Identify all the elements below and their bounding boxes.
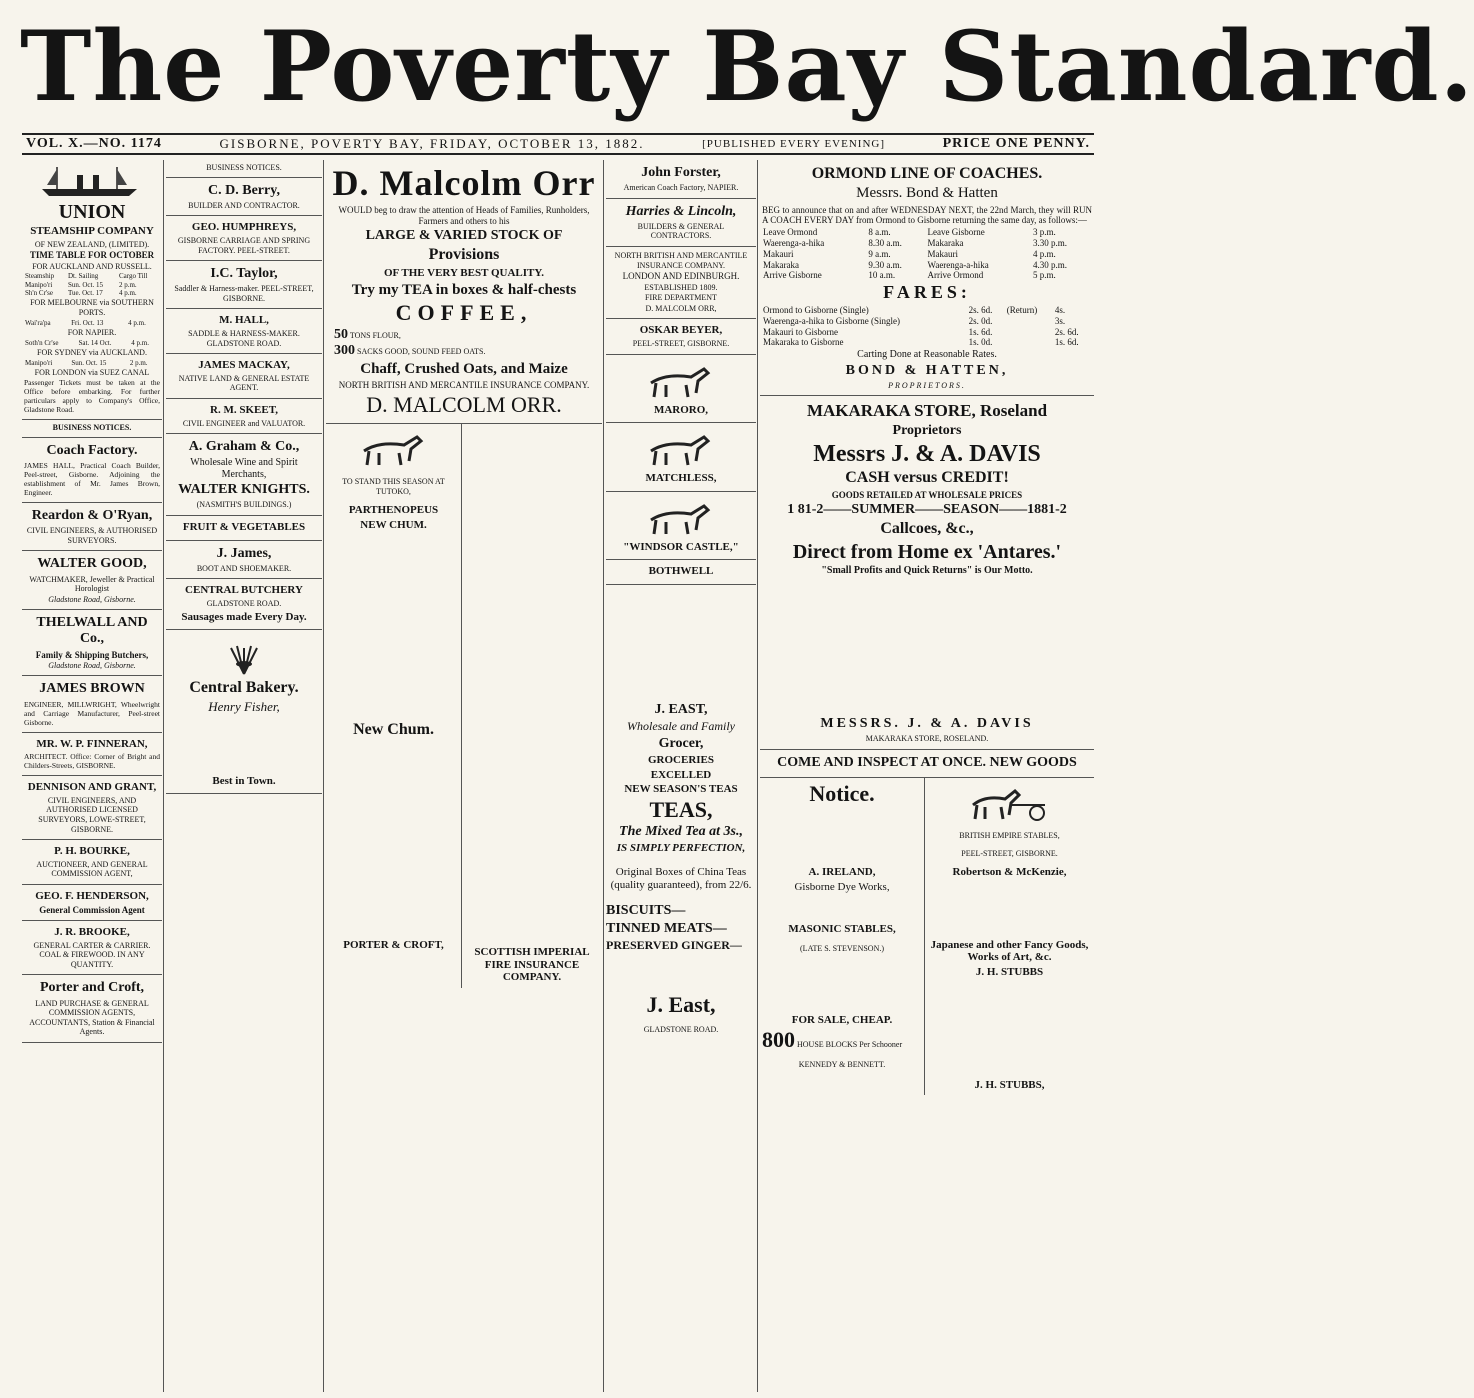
reardon-title: Reardon & O'Ryan, — [31, 508, 153, 524]
reardon-text: CIVIL ENGINEERS, & AUTHORISED SURVEYORS. — [26, 526, 158, 545]
japanese: Japanese and other Fancy Goods, Works of Art, &c. — [930, 938, 1089, 964]
union-steamship-ad — [22, 160, 162, 420]
teas: TEAS, — [649, 796, 713, 822]
wheat-sheaf-icon — [199, 636, 289, 676]
makaraka-ad — [760, 396, 1094, 749]
mackay-title: JAMES MACKAY, — [198, 359, 290, 372]
maroro-ad — [606, 355, 756, 424]
volume-number: VOL. X.—NO. 1174 — [26, 136, 162, 151]
announce: BEG to announce that on and after WEDNESDAY NEXT, the 22nd March, they will RUN A COACH EVERY DAY from Ormond to Gisborne returning the same day, as follows:— — [762, 204, 1092, 226]
stubbs-2: J. H. STUBBS, — [974, 1078, 1045, 1091]
masonic-sub: (LATE S. STEVENSON.) — [800, 944, 885, 954]
mackay-text: NATIVE LAND & GENERAL ESTATE AGENT. — [178, 373, 310, 393]
coach-title: Coach Factory. — [46, 443, 138, 459]
james-ad — [166, 541, 322, 580]
excelled: EXCELLED — [650, 768, 712, 781]
proprietors-2: Proprietors — [892, 422, 962, 438]
flour-line — [328, 327, 600, 343]
preserved-ginger: PRESERVED GINGER— — [606, 938, 742, 953]
sale-text: HOUSE BLOCKS Per Schooner — [797, 1040, 903, 1050]
horse-icon — [636, 361, 726, 401]
thelwall-ad — [22, 610, 162, 676]
sale-number: 800 — [762, 1027, 795, 1053]
horse-icon — [636, 429, 726, 469]
come-title: COME AND INSPECT AT ONCE. NEW GOODS — [777, 754, 1077, 770]
parthenopeus-ad — [326, 424, 462, 988]
dennison-ad — [22, 776, 162, 840]
come-inspect — [760, 750, 1094, 778]
taylor-title: I.C. Taylor, — [210, 266, 278, 282]
robertson: Robertson & McKenzie, — [952, 866, 1067, 879]
parthenopeus: PARTHENOPEUS — [348, 504, 439, 517]
steamship-icon — [37, 165, 147, 199]
teas-season: NEW SEASON'S TEAS — [624, 783, 738, 796]
column-rule — [757, 160, 758, 1392]
brown-title: JAMES BROWN — [39, 681, 145, 697]
berry-title: C. D. Berry, — [208, 182, 280, 198]
porter-croft-ad — [22, 975, 162, 1042]
ireland-title: A. IRELAND, — [808, 866, 876, 879]
east-title: J. EAST, — [654, 702, 708, 717]
agent-line: NORTH BRITISH AND MERCANTILE INSURANCE COMPANY. — [338, 380, 590, 391]
graham-text: Wholesale Wine and Spirit Merchants, — [190, 457, 298, 480]
biscuits: BISCUITS— — [606, 903, 686, 919]
harries-ad — [606, 199, 756, 247]
chaff-line: Chaff, Crushed Oats, and Maize — [360, 361, 568, 378]
proprietors: PROPRIETORS. — [888, 380, 966, 390]
james-text: BOOT AND SHOEMAKER. — [196, 563, 292, 573]
matchless-ad — [606, 423, 756, 492]
nasmith: (NASMITH'S BUILDINGS.) — [196, 500, 292, 510]
thelwall-address: Gladstone Road, Gisborne. — [48, 660, 136, 670]
porter-title: Porter and Croft, — [39, 980, 145, 996]
henderson-title: GEO. F. HENDERSON, — [35, 890, 149, 903]
graham-title: A. Graham & Co., — [188, 439, 300, 455]
sausages: Sausages made Every Day. — [181, 610, 307, 623]
oats-count: 300 — [334, 343, 355, 359]
bourke-text: AUCTIONEER, AND GENERAL COMMISSION AGENT, — [36, 859, 148, 879]
makaraka-title: MAKARAKA STORE, Roseland — [806, 401, 1048, 421]
east-sign: J. East, — [646, 992, 716, 1018]
bond-caps: BOND & HATTEN, — [845, 362, 1009, 378]
walter-title: WALTER GOOD, — [37, 556, 147, 572]
flour-text: TONS FLOUR, — [349, 330, 401, 340]
north-british-ad — [606, 247, 756, 319]
skeet-text: CIVIL ENGINEER and VALUATOR. — [182, 418, 306, 428]
bourke-title: P. H. BOURKE, — [54, 845, 130, 858]
skeet-ad — [166, 399, 322, 434]
walter-knights: WALTER KNIGHTS. — [178, 482, 310, 498]
notice: Notice. — [809, 780, 875, 806]
horse-icon — [349, 429, 439, 469]
col3-right-inset — [462, 424, 602, 988]
horse-and-cart-icon — [965, 783, 1055, 823]
route-southern: FOR MELBOURNE via SOUTHERN PORTS. — [30, 298, 154, 317]
route-auckland: FOR AUCKLAND AND RUSSELL. — [32, 261, 152, 271]
walter-good-ad — [22, 551, 162, 610]
large-stock: LARGE & VARIED STOCK OF — [365, 228, 563, 244]
union-sub: OF NEW ZEALAND, (LIMITED). — [34, 239, 150, 249]
windsor: "WINDSOR CASTLE," — [623, 540, 739, 553]
walter-address: Gladstone Road, Gisborne. — [48, 594, 136, 604]
porter-text: LAND PURCHASE & GENERAL COMMISSION AGENTS, ACCOUNTANTS, Station & Financial Agents. — [29, 998, 155, 1037]
column-rule — [163, 160, 164, 1392]
skeet-title: R. M. SKEET, — [210, 404, 278, 417]
union-company: STEAMSHIP COMPANY — [30, 225, 154, 237]
oats-text: SACKS GOOD, SOUND FEED OATS. — [357, 347, 486, 357]
fruit-ad — [166, 516, 322, 541]
scottish-insurance: SCOTTISH IMPERIAL FIRE INSURANCE COMPANY. — [474, 945, 590, 984]
masonic: MASONIC STABLES, — [788, 923, 896, 936]
orr-intro: WOULD beg to draw the attention of Heads of Families, Runholders, Farmers and others to his — [338, 204, 590, 226]
nb-title: NORTH BRITISH AND MERCANTILE INSURANCE COMPANY. — [614, 250, 748, 270]
hall-text: SADDLE & HARNESS-MAKER. GLADSTONE ROAD. — [188, 329, 300, 348]
carting: Carting Done at Reasonable Rates. — [857, 349, 997, 361]
harries-text: BUILDERS & GENERAL CONTRACTORS. — [637, 221, 725, 241]
fares-table: Ormond to Gisborne (Single) 2s. 6d. (Return) 4s. Waerenga-a-hika to Gisborne (Single) 2s. 0d. 3s. Makauri to Gisborne 1s. 6d. 2s. 6d. Makaraka to Gisborne 1s. 0d. 1s. 6d. — [763, 305, 1079, 348]
horse-ads-row — [326, 424, 602, 988]
route-napier: FOR NAPIER. — [67, 327, 117, 337]
bothwell: BOTHWELL — [648, 565, 714, 578]
nb-london: LONDON AND EDINBURGH. — [622, 271, 740, 282]
business-notices-heading — [22, 420, 162, 438]
forster-ad — [606, 160, 756, 199]
james-title: J. James, — [216, 545, 272, 561]
bakery-title: Central Bakery. — [189, 679, 299, 697]
bourke-ad — [22, 840, 162, 885]
timetable-heading: TIME TABLE FOR OCTOBER — [29, 250, 155, 261]
stubbs: J. H. STUBBS — [975, 966, 1044, 979]
dennison-title: DENNISON AND GRANT, — [27, 781, 157, 794]
butchery-ad — [166, 579, 322, 630]
place-date: GISBORNE, POVERTY BAY, FRIDAY, OCTOBER 13, 1882. — [219, 136, 645, 151]
brooke-title: J. R. BROOKE, — [54, 926, 130, 939]
thelwall-title: THELWALL AND Co., — [36, 615, 148, 647]
timetable: Steamship Dt. Sailing Cargo Till Manipo'ri Sun. Oct. 15 2 p.m. Sh'n Cr'se Tue. Oct. 17 4 p.m. — [25, 272, 148, 297]
hall-title: M. HALL, — [219, 314, 269, 327]
route-london: FOR LONDON via SUEZ CANAL — [34, 367, 150, 377]
henderson-text: General Commission Agent — [39, 904, 145, 915]
graham-ad — [166, 434, 322, 516]
finneran-ad — [22, 733, 162, 777]
column-2 — [166, 160, 322, 1392]
grocer: Grocer, — [658, 735, 704, 751]
column-rule — [603, 160, 604, 1392]
harries-title: Harries & Lincoln, — [625, 203, 737, 219]
business-notices-heading — [166, 160, 322, 178]
coach-text: JAMES HALL, Practical Coach Builder, Peel-street, Gisborne. Adjoining the establishment of Mr. James Brown, Engineer. — [24, 461, 160, 498]
davis-address: MAKARAKA STORE, ROSELAND. — [865, 734, 989, 744]
dennison-text: CIVIL ENGINEERS, AND AUTHORISED LICENSED SURVEYORS, LOWE-STREET, GISBORNE. — [38, 795, 146, 834]
beyer-title: OSKAR BEYER, — [639, 324, 723, 337]
col5-left — [760, 778, 925, 1095]
fisher-name: Henry Fisher, — [208, 698, 280, 714]
coffee: COFFEE, — [395, 299, 533, 325]
column-rule — [323, 160, 324, 1392]
orr-title: D. Malcolm Orr — [332, 163, 596, 203]
sale: FOR SALE, CHEAP. — [791, 1013, 893, 1026]
east-text: Wholesale and Family — [627, 719, 735, 734]
sale-line — [762, 1028, 922, 1052]
james-brown-ad — [22, 676, 162, 732]
porter-croft-sign: PORTER & CROFT, — [343, 938, 444, 951]
timetable: Wai'ra'pa Fri. Oct. 13 4 p.m. — [25, 318, 146, 327]
timetable: Manipo'ri Sun. Oct. 15 2 p.m. — [25, 358, 148, 367]
bond-title: Messrs. Bond & Hatten — [856, 185, 998, 202]
beyer-ad — [606, 319, 756, 354]
coach-factory-ad — [22, 438, 162, 503]
butchery-address: GLADSTONE ROAD. — [206, 599, 282, 609]
column-3 — [326, 160, 602, 1392]
reardon-ad — [22, 503, 162, 551]
finneran-text: ARCHITECT. Office: Corner of Bright and Childers-Streets, GISBORNE. — [24, 752, 160, 771]
berry-text: BUILDER AND CONTRACTOR. — [188, 200, 300, 210]
horse-icon — [636, 498, 726, 538]
nb-orr: D. MALCOLM ORR, — [645, 303, 717, 313]
humphreys-title: GEO. HUMPHREYS, — [191, 221, 297, 234]
timetable: Soth'n Cr'se Sat. 14 Oct. 4 p.m. — [25, 338, 149, 347]
publication-note: [PUBLISHED EVERY EVENING] — [702, 138, 885, 150]
masthead-title: The Poverty Bay Standard. — [20, 10, 1474, 123]
fares: FARES: — [883, 282, 971, 303]
nb-fire: FIRE DEPARTMENT — [645, 293, 717, 303]
bakery-ad — [166, 630, 322, 794]
wholesale-line: GOODS RETAILED AT WHOLESALE PRICES — [831, 489, 1023, 500]
beyer-text: PEEL-STREET, GISBORNE. — [632, 338, 730, 348]
union-title: UNION — [58, 201, 126, 223]
groceries: GROCERIES — [647, 753, 715, 766]
walter-text: WATCHMAKER, Jeweller & Practical Horologist — [29, 574, 155, 594]
ormond-ad — [760, 160, 1094, 396]
humphreys-ad — [166, 216, 322, 261]
east-ad — [606, 700, 756, 1392]
dateline — [22, 133, 1094, 155]
brown-text: ENGINEER, MILLWRIGHT, Wheelwright and Carriage Manufacturer, Peel-street Gisborne. — [24, 699, 160, 727]
season-line: 1 81-2——SUMMER——SEASON——1881-2 — [787, 502, 1067, 518]
callicoes: Callcoes, &c., — [880, 520, 974, 538]
perfection: IS SIMPLY PERFECTION, — [616, 842, 746, 855]
cash-credit: CASH versus CREDIT! — [845, 469, 1009, 487]
davis: Messrs J. & A. DAVIS — [813, 441, 1041, 468]
oats-line — [328, 343, 600, 359]
maroro: MARORO, — [653, 403, 709, 416]
davis-sign: MESSRS. J. & A. DAVIS — [820, 716, 1034, 732]
henderson-ad — [22, 885, 162, 921]
brooke-text: GENERAL CARTER & CARRIER. COAL & FIREWOOD. IN ANY QUANTITY. — [33, 940, 151, 969]
stand-line: TO STAND THIS SEASON AT TUTOKO, — [342, 476, 445, 496]
col5-right — [925, 778, 1094, 1095]
taylor-text: Saddler & Harness-maker. PEEL-STREET, GISBORNE. — [174, 284, 314, 303]
price: PRICE ONE PENNY. — [942, 136, 1090, 151]
route-sydney: FOR SYDNEY via AUCKLAND. — [37, 347, 147, 357]
humphreys-text: GISBORNE CARRIAGE AND SPRING FACTORY. PEEL-STREET. — [177, 235, 311, 255]
column-5 — [760, 160, 1094, 1392]
empire-address: PEEL-STREET, GISBORNE. — [961, 848, 1058, 858]
direct-from-home: Direct from Home ex 'Antares.' — [792, 540, 1062, 563]
ormond-title: ORMOND LINE OF COACHES. — [811, 165, 1043, 182]
orr-caps: D. MALCOLM ORR. — [366, 391, 562, 417]
orr-ad — [326, 160, 602, 424]
flour-count: 50 — [334, 326, 348, 342]
taylor-ad — [166, 261, 322, 309]
ireland-text: Gisborne Dye Works, — [794, 880, 890, 893]
fruit-title: FRUIT & VEGETABLES — [182, 521, 306, 534]
finneran-title: MR. W. P. FINNERAN, — [36, 737, 148, 750]
brooke-ad — [22, 921, 162, 975]
new-chum: NEW CHUM. — [360, 518, 427, 531]
best-in-town: Best in Town. — [212, 774, 276, 787]
quality: OF THE VERY BEST QUALITY. — [383, 266, 545, 279]
provisions: Provisions — [428, 246, 500, 264]
passenger-note: Passenger Tickets must be taken at the Office before embarking. For further particulars apply to Company's Office, Gladstone Road. — [24, 378, 160, 415]
mixed-tea: The Mixed Tea at 3s., — [619, 824, 743, 840]
forster-title: John Forster, — [641, 165, 721, 180]
empire-stables: BRITISH EMPIRE STABLES, — [959, 830, 1060, 840]
new-chum-head: New Chum. — [353, 721, 434, 739]
forster-text: American Coach Factory, NAPIER. — [623, 183, 739, 193]
butchery-title: CENTRAL BUTCHERY — [185, 584, 303, 597]
business-notices-label: BUSINESS NOTICES. — [52, 423, 132, 433]
tinned-meats: TINNED MEATS— — [606, 921, 727, 937]
china-teas: Original Boxes of China Teas (quality guaranteed), from 22/6. — [610, 865, 752, 892]
coach-timetable: Leave Ormond 8 a.m. Leave Gisborne 3 p.m. Waerenga-a-hika 8.30 a.m. Makaraka 3.30 p.m. Makauri 9 a.m. Makauri 4 p.m. Makaraka 9.30 a.m. Waerenga-a-hika 4.30 p.m. Arrive Gisborne 10 a.m. Arrive Ormond 5 p.m. — [763, 227, 1067, 281]
windsor-ad — [606, 492, 756, 561]
matchless: MATCHLESS, — [645, 472, 717, 485]
tea-line: Try my TEA in boxes & half-chests — [351, 281, 577, 298]
east-road: GLADSTONE ROAD. — [643, 1025, 719, 1035]
nb-established: ESTABLISHED 1809. — [644, 282, 718, 292]
thelwall-text: Family & Shipping Butchers, — [35, 649, 149, 660]
berry-ad — [166, 178, 322, 217]
col5-split — [760, 778, 1094, 1095]
column-1 — [22, 160, 162, 1392]
business-notices-label: BUSINESS NOTICES. — [206, 163, 282, 172]
bothwell-ad — [606, 560, 756, 585]
hall-ad — [166, 309, 322, 354]
motto: "Small Profits and Quick Returns" is Our Motto. — [821, 564, 1033, 576]
kennedy: KENNEDY & BENNETT. — [798, 1060, 886, 1070]
mackay-ad — [166, 354, 322, 399]
